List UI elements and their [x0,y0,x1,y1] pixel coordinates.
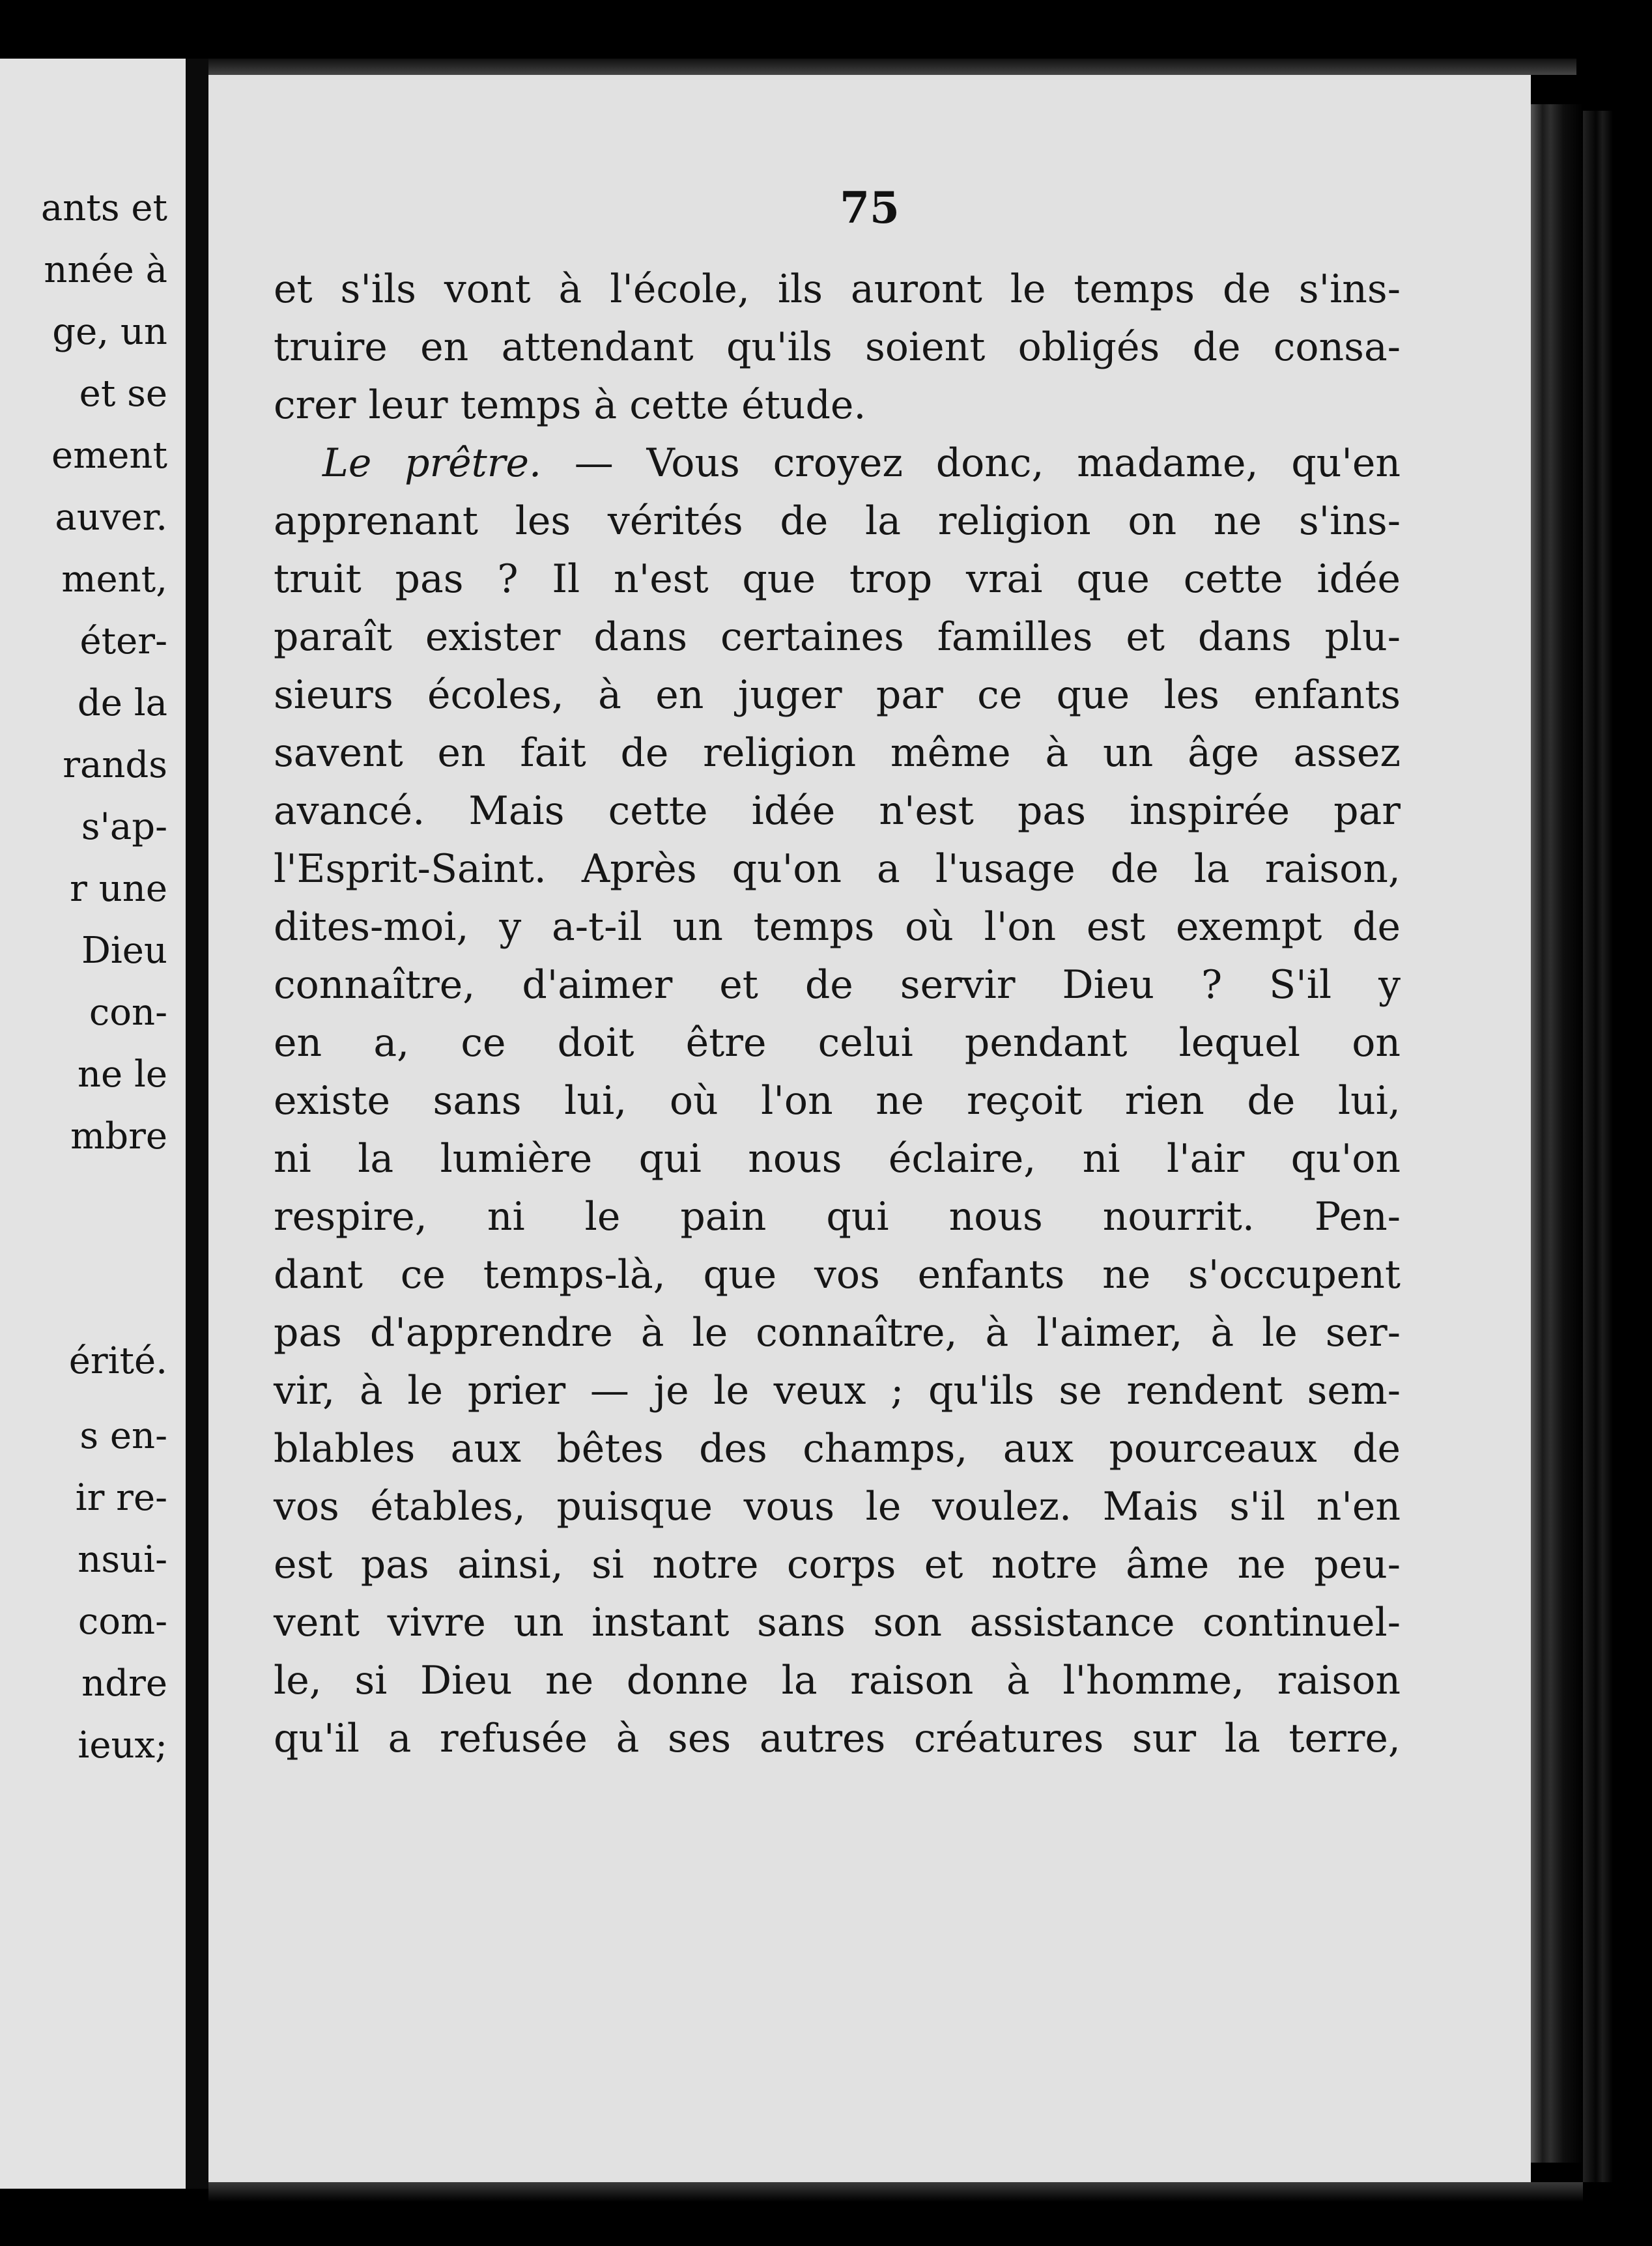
previous-page-line: mbre [70,1115,167,1158]
previous-page-line: ement [51,434,167,477]
previous-page-line: éter- [79,620,167,662]
text-line: vent vivre un instant sans son assistance continuel- [274,1600,1401,1645]
text-line: savent en fait de religion même à un âge assez [274,730,1401,776]
previous-page-line: nsui- [78,1539,167,1581]
text-line: et s'ils vont à l'école, ils auront le temps de s'ins- [274,266,1401,312]
previous-page-line: ge, un [52,311,167,353]
text-line: connaître, d'aimer et de servir Dieu ? S'il y [274,962,1401,1008]
text-line: respire, ni le pain qui nous nourrit. Pen- [274,1194,1401,1240]
text-line: en a, ce doit être celui pendant lequel on [274,1020,1401,1066]
previous-page-line: con- [89,991,167,1034]
previous-page-line: auver. [55,496,167,539]
previous-page-line: ne le [77,1053,167,1096]
text-line: vir, à le prier — je le veux ; qu'ils se rendent sem- [274,1368,1401,1414]
text-line: apprenant les vérités de la religion on ne s'ins- [274,498,1401,544]
dialogue-line [274,434,1401,492]
text-line: l'Esprit-Saint. Après qu'on a l'usage de la raison, [274,846,1401,892]
text-line: dant ce temps-là, que vos enfants ne s'occupent [274,1252,1401,1298]
previous-page-line: ment, [61,558,167,601]
previous-page-line: s en- [79,1415,167,1457]
text-line: crer leur temps à cette étude. [274,382,866,428]
text-line: avancé. Mais cette idée n'est pas inspirée par [274,788,1401,834]
book-page [208,75,1531,2182]
book-cover-edge [1583,111,1613,2182]
text-line: paraît exister dans certaines familles et dans plu- [274,614,1401,660]
page-number: 75 [840,182,900,233]
text-line: est pas ainsi, si notre corps et notre âme ne peu- [274,1542,1401,1587]
dialogue-text: — Vous croyez donc, madame, qu'en [541,440,1401,486]
previous-page-line: ir re- [75,1477,167,1519]
previous-page-line: s'ap- [81,806,167,848]
text-line: existe sans lui, où l'on ne reçoit rien de lui, [274,1078,1401,1124]
previous-page-line: nnée à [44,249,167,291]
page-body-text [274,261,1401,1768]
page-bottom-shadow [208,2182,1583,2202]
previous-page-line: ants et [40,187,167,229]
text-line: qu'il a refusée à ses autres créatures sur la terre, [274,1716,1401,1761]
text-line: le, si Dieu ne donne la raison à l'homme, raison [274,1658,1401,1703]
previous-page-line: et se [79,373,167,415]
previous-page-line: Dieu [81,930,167,972]
text-line: truit pas ? Il n'est que trop vrai que cette idée [274,556,1401,602]
text-line: ni la lumière qui nous éclaire, ni l'air qu'on [274,1136,1401,1182]
book-gutter [186,59,208,2189]
text-line: truire en attendant qu'ils soient obligés de consa- [274,324,1401,370]
page-top-shadow [208,59,1576,75]
text-line: vos étables, puisque vous le voulez. Mais s'il n'en [274,1484,1401,1529]
previous-page-line: ieux; [78,1724,167,1767]
previous-page-line: de la [77,682,167,724]
previous-page-line: com- [78,1600,167,1643]
page-edge-stack [1531,104,1583,2163]
text-line: sieurs écoles, à en juger par ce que les enfants [274,672,1401,718]
previous-page-line: érité. [68,1340,167,1382]
previous-page-line: rands [63,744,167,786]
text-line: blables aux bêtes des champs, aux pourceaux de [274,1426,1401,1471]
text-line: dites-moi, y a-t-il un temps où l'on est exempt de [274,904,1401,950]
previous-page-line: ndre [81,1662,167,1705]
speaker-label: Le prêtre. [322,440,542,486]
previous-page-fragment [0,59,186,2189]
text-line: pas d'apprendre à le connaître, à l'aimer, à le ser- [274,1310,1401,1356]
previous-page-line: r une [70,868,167,910]
